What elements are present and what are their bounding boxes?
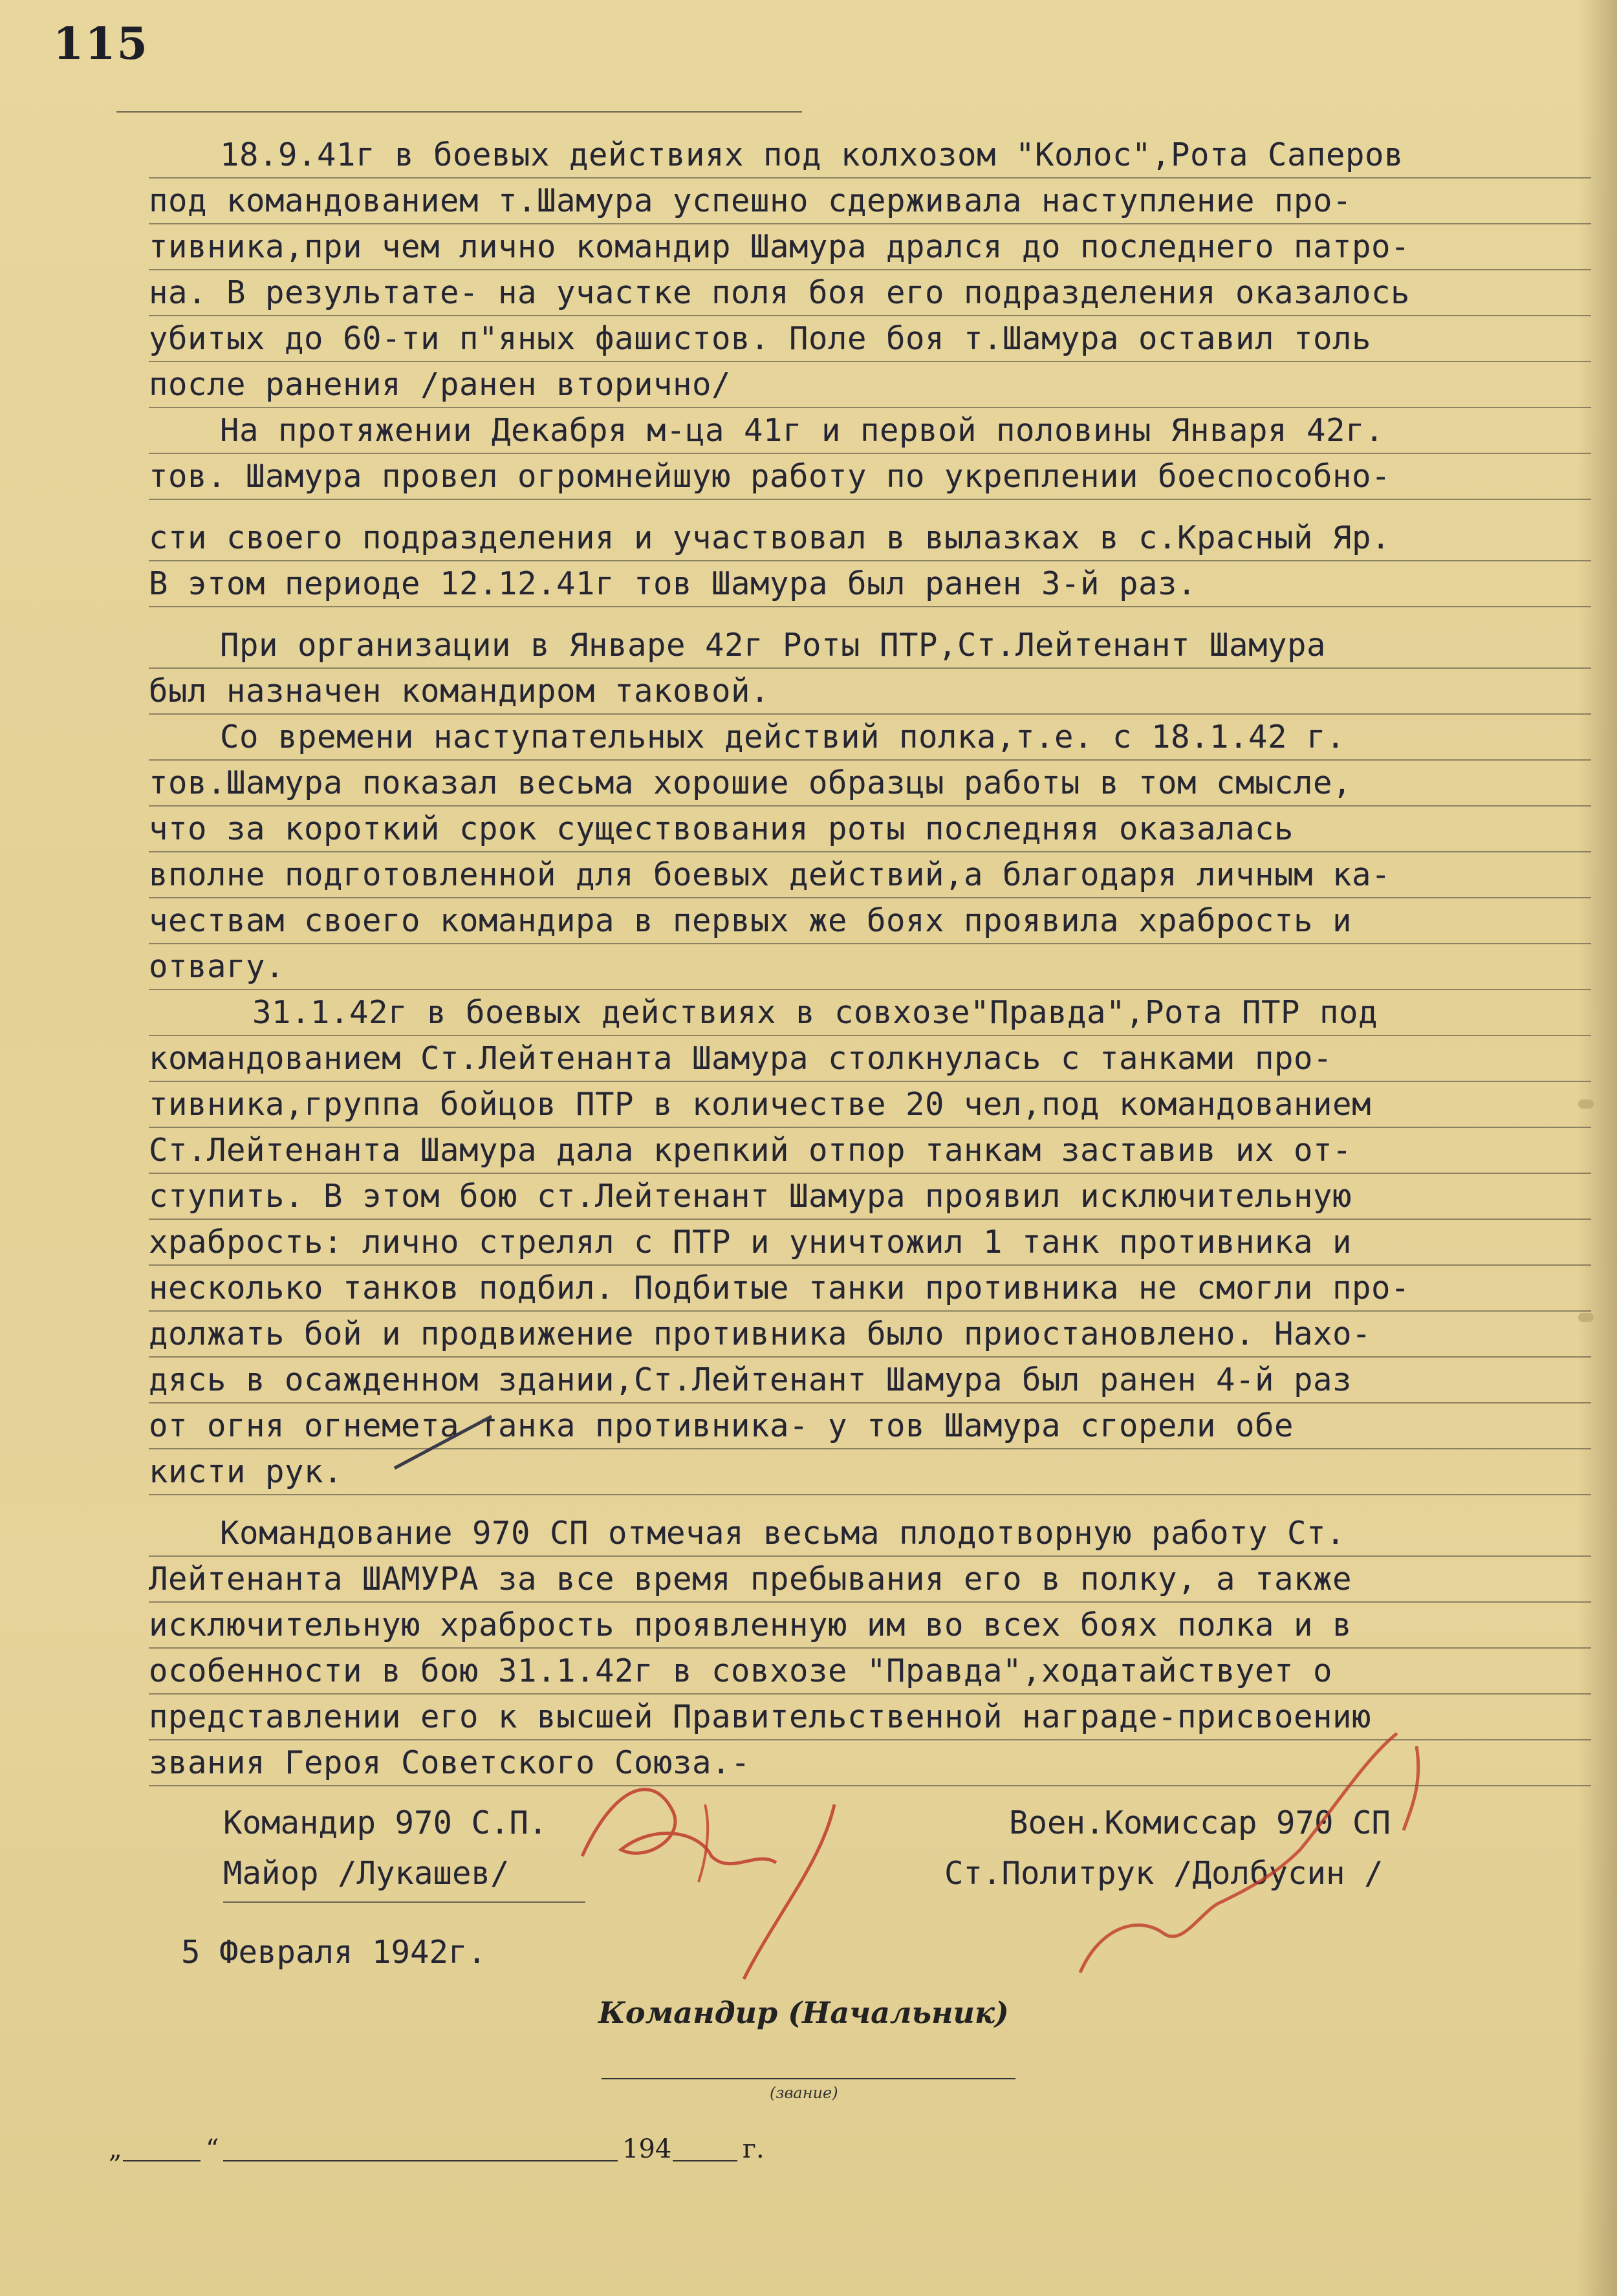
body-line: На протяжении Декабря м-ца 41г и первой половины Января 42г. <box>149 408 1591 454</box>
body-line: Со времени наступательных действий полка,т.е. с 18.1.42 г. <box>149 715 1591 761</box>
body-line: тов.Шамура показал весьма хорошие образцы работы в том смысле, <box>149 761 1591 807</box>
commander-form-label: Командир (Начальник) <box>598 1995 1009 2030</box>
commander-name: Майор /Лукашев/ <box>223 1855 510 1892</box>
body-line: несколько танков подбил. Подбитые танки противника не смогли про- <box>149 1266 1591 1312</box>
body-line: был назначен командиром таковой. <box>149 669 1591 715</box>
rank-rule <box>602 2078 1015 2079</box>
body-line: дясь в осажденном здании,Ст.Лейтенант Шамура был ранен 4-й раз <box>149 1358 1591 1403</box>
date-open-quote: „ <box>109 2134 122 2164</box>
body-line: чествам своего командира в первых же боях проявила храбрость и <box>149 898 1591 944</box>
body-line: исключительную храбрость проявленную им во всех боях полка и в <box>149 1603 1591 1649</box>
year-suffix: г. <box>743 2134 765 2164</box>
body-line: тивника,группа бойцов ПТР в количестве 20 чел,под командованием <box>149 1082 1591 1128</box>
body-line: сти своего подразделения и участвовал в вылазках в с.Красный Яр. <box>149 515 1591 561</box>
body-line: на. В результате- на участке поля боя его подразделения оказалось <box>149 270 1591 316</box>
commissar-name: Ст.Политрук /Долбусин / <box>944 1855 1384 1892</box>
pen-stroke-mark <box>395 1416 492 1468</box>
body-line: храбрость: лично стрелял с ПТР и уничтожил 1 танк противника и <box>149 1220 1591 1266</box>
body-line: после ранения /ранен вторично/ <box>149 362 1591 408</box>
body-line: вполне подготовленной для боевых действий,а благодаря личным ка- <box>149 852 1591 898</box>
year-prefix: 194 <box>622 2134 672 2164</box>
document-date: 5 Февраля 1942г. <box>181 1934 487 1971</box>
body-line: убитых до 60-ти п"яных фашистов. Поле боя т.Шамура оставил толь <box>149 316 1591 362</box>
body-line: При организации в Январе 42г Роты ПТР,Ст.Лейтенант Шамура <box>149 623 1591 669</box>
body-line: отвагу. <box>149 944 1591 990</box>
body-line: 31.1.42г в боевых действиях в совхозе"Правда",Рота ПТР под <box>149 990 1591 1036</box>
body-line: тов. Шамура провел огромнейшую работу по укреплении боеспособно- <box>149 454 1591 500</box>
commander-title: Командир 970 С.П. <box>223 1804 548 1841</box>
body-line: звания Героя Советского Союза.- <box>149 1740 1591 1786</box>
commissar-signature <box>1080 1733 1418 1973</box>
body-line: тивника,при чем лично командир Шамура дрался до последнего патро- <box>149 224 1591 270</box>
body-line: под командованием т.Шамура успешно сдерживала наступление про- <box>149 179 1591 224</box>
body-line: должать бой и продвижение противника было приостановлено. Нахо- <box>149 1312 1591 1358</box>
body-line: что за короткий срок существования роты последняя оказалась <box>149 807 1591 852</box>
body-line: ступить. В этом бою ст.Лейтенант Шамура проявил исключительную <box>149 1174 1591 1220</box>
body-line: кисти рук. <box>149 1449 1591 1495</box>
page-number: 115 <box>53 18 149 70</box>
day-rule <box>123 2160 201 2161</box>
rank-caption: (звание) <box>770 2084 838 2102</box>
body-line: от огня огнемета танка противника- у тов Шамура сгорели обе <box>149 1403 1591 1449</box>
body-line: 18.9.41г в боевых действиях под колхозом "Колос",Рота Саперов <box>149 133 1591 179</box>
year-rule <box>673 2160 737 2161</box>
body-line: Лейтенанта ШАМУРА за все время пребывания его в полку, а также <box>149 1557 1591 1603</box>
body-line: Командование 970 СП отмечая весьма плодотворную работу Ст. <box>149 1511 1591 1557</box>
body-line: командованием Ст.Лейтенанта Шамура столкнулась с танками про- <box>149 1036 1591 1082</box>
month-rule <box>223 2160 618 2161</box>
body-line: особенности в бою 31.1.42г в совхозе "Правда",ходатайствует о <box>149 1649 1591 1695</box>
body-line: представлении его к высшей Правительственной награде-присвоению <box>149 1695 1591 1740</box>
commissar-title: Воен.Комиссар 970 СП <box>1009 1804 1391 1841</box>
body-line: В этом периоде 12.12.41г тов Шамура был ранен 3-й раз. <box>149 561 1591 607</box>
body-line: Ст.Лейтенанта Шамура дала крепкий отпор танкам заставив их от- <box>149 1128 1591 1174</box>
date-close-quote: “ <box>206 2134 219 2164</box>
